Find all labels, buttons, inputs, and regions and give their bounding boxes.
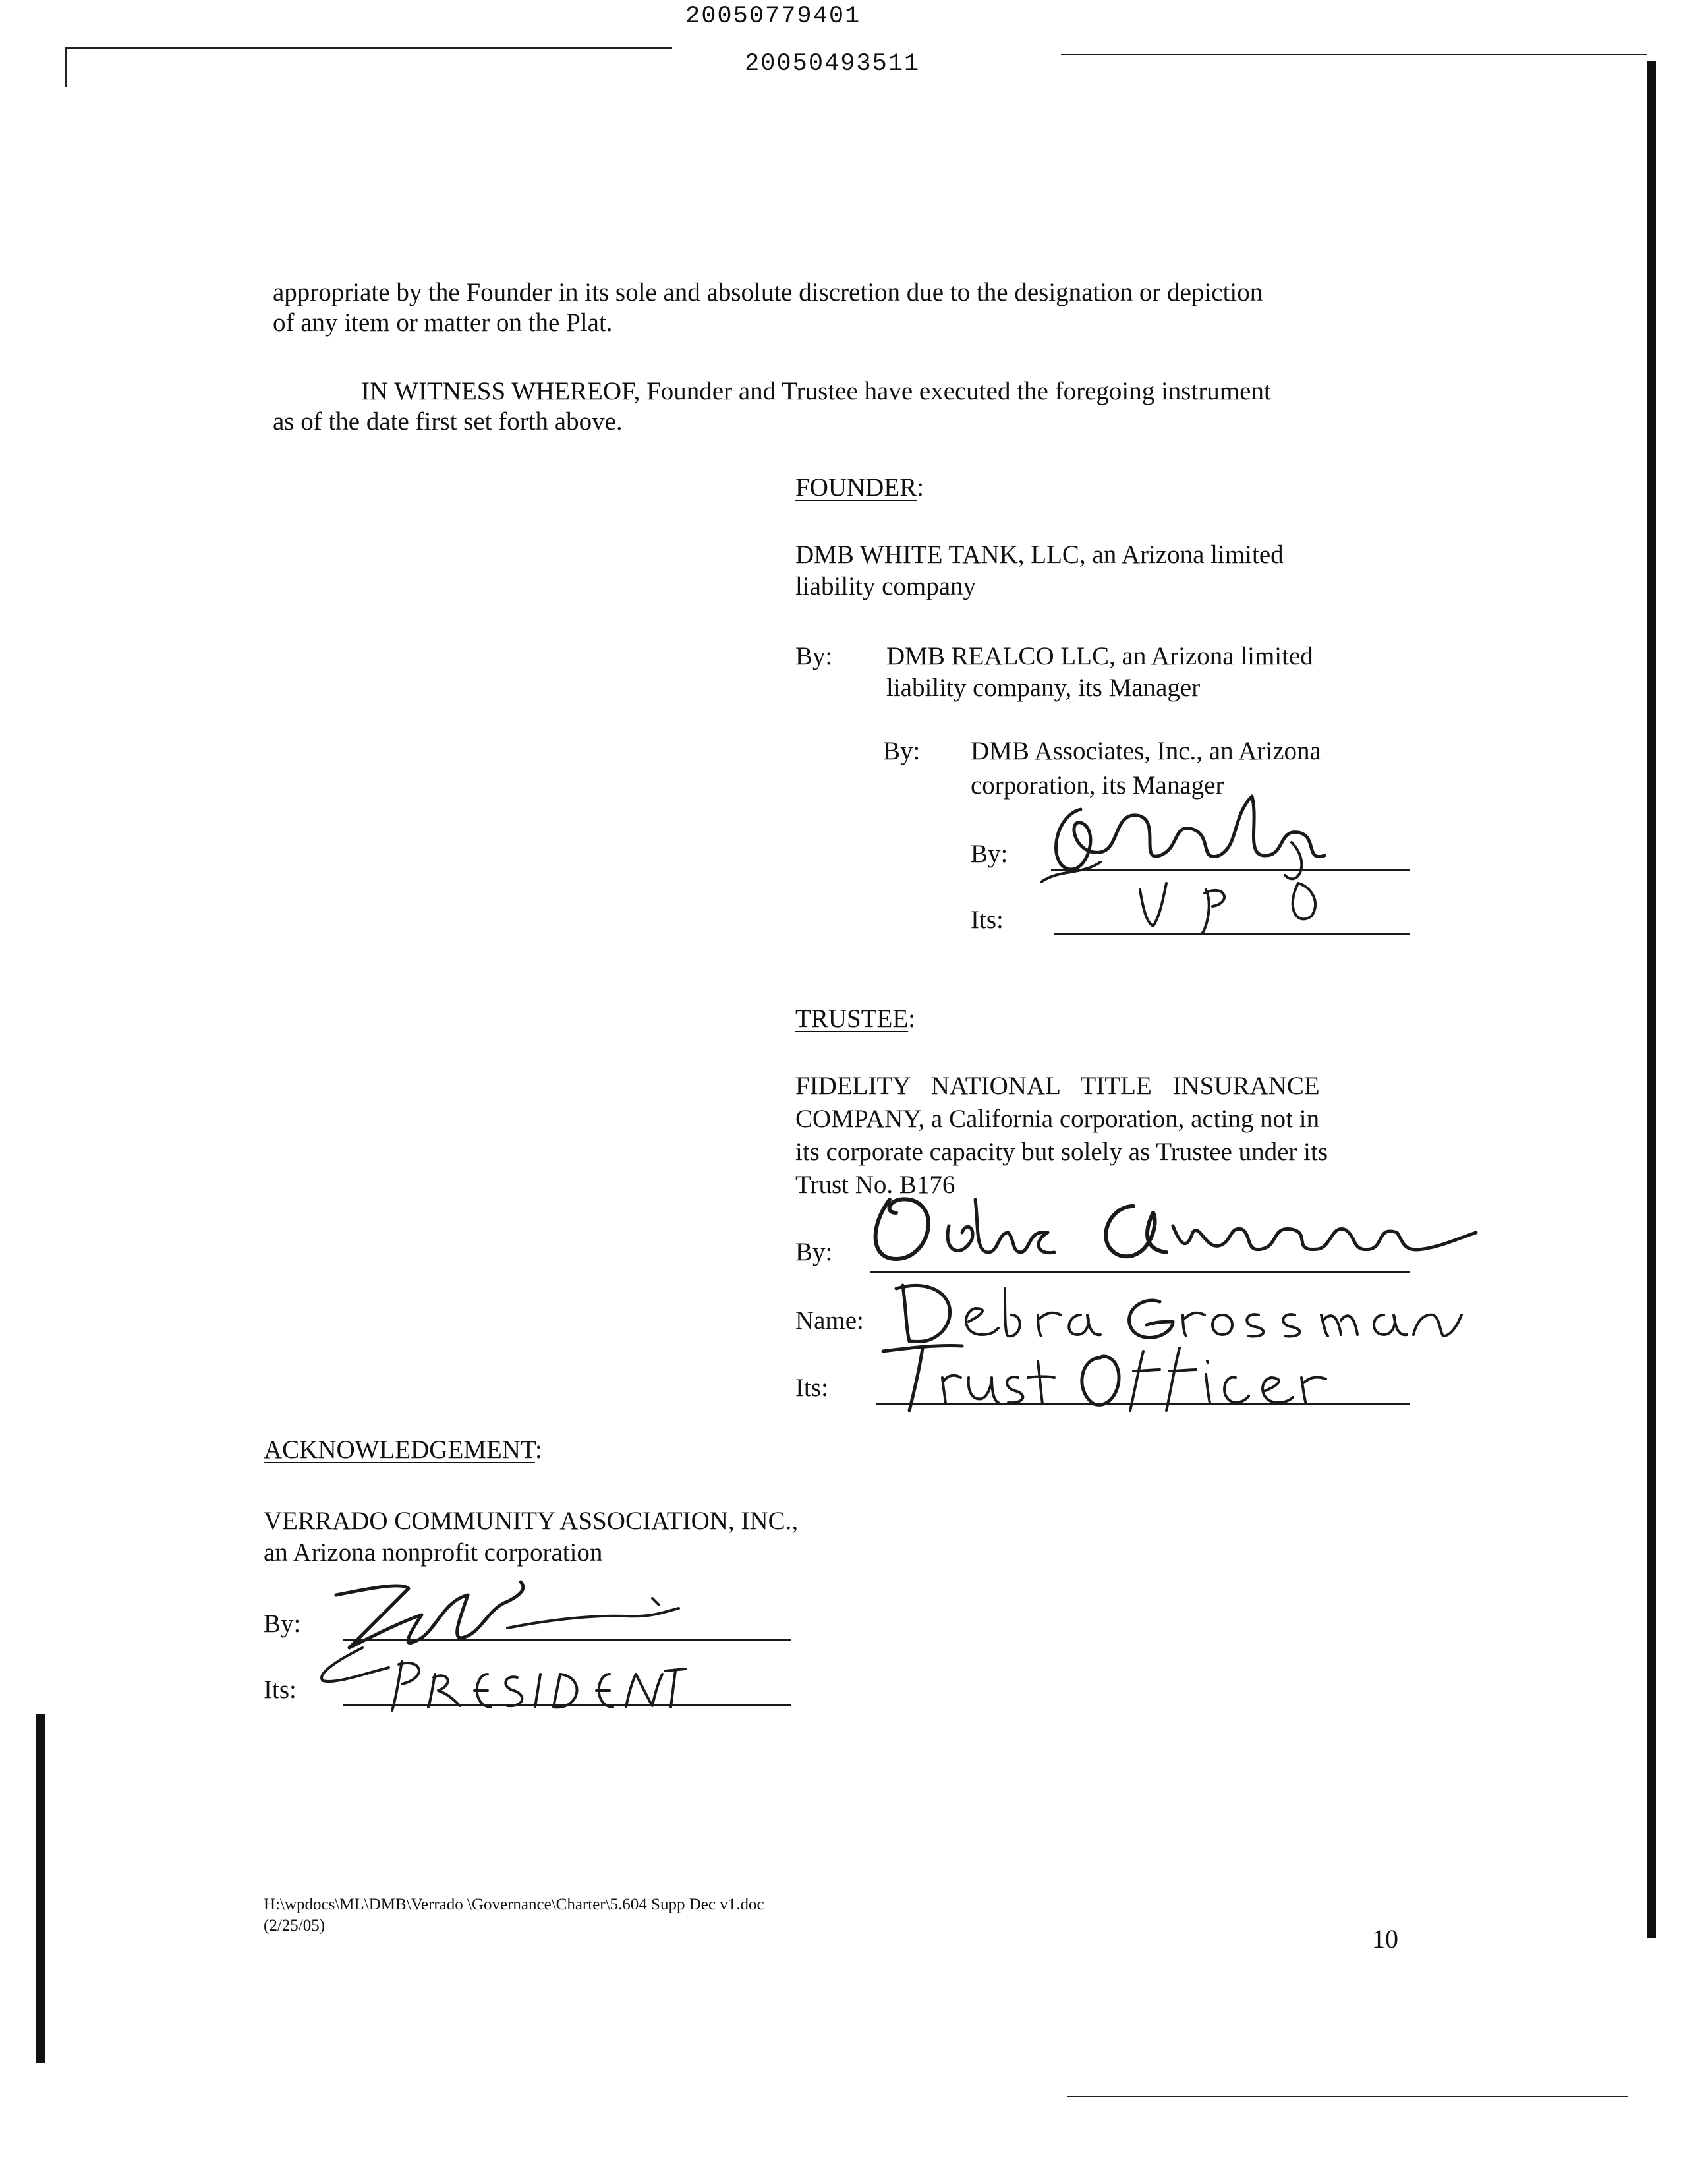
trustee-name-handwriting	[883, 1275, 1463, 1348]
trustee-its-label: Its:	[795, 1374, 828, 1402]
founder-heading	[795, 472, 924, 504]
header-rule-left	[66, 47, 672, 49]
founder-heading-label: FOUNDER	[795, 473, 917, 502]
trustee-heading	[795, 1003, 915, 1035]
trustee-entity-line-2: COMPANY, a California corporation, acting not in	[795, 1105, 1320, 1133]
trustee-entity-line-1: FIDELITY NATIONAL TITLE INSURANCE	[795, 1072, 1320, 1100]
paragraph-1-line-1: appropriate by the Founder in its sole and absolute discretion due to the designation or depiction	[273, 278, 1263, 306]
trustee-signature	[857, 1186, 1476, 1279]
founder-its-label: Its:	[971, 906, 1004, 934]
paragraph-2-line-2: as of the date first set forth above.	[273, 407, 623, 436]
paragraph-1-line-2: of any item or matter on the Plat.	[273, 308, 613, 337]
founder-by-label-1: By:	[795, 642, 833, 670]
trustee-by-label: By:	[795, 1238, 833, 1266]
founder-its-handwriting	[1133, 870, 1344, 936]
acknowledgement-heading	[264, 1434, 542, 1466]
header-rule-right	[1061, 54, 1647, 55]
founder-sub-manager-line-2: corporation, its Manager	[971, 771, 1224, 800]
document-number-1: 20050779401	[685, 3, 861, 30]
footer-file-path: H:\wpdocs\ML\DMB\Verrado \Governance\Charter\5.604 Supp Dec v1.doc	[264, 1896, 764, 1913]
founder-by-label-3: By:	[971, 840, 1008, 868]
trustee-entity-line-3: its corporate capacity but solely as Trustee under its	[795, 1138, 1328, 1166]
page-number: 10	[1372, 1924, 1398, 1954]
founder-by-label-2: By:	[883, 737, 921, 765]
founder-heading-colon: :	[917, 473, 925, 502]
trustee-name-label: Name:	[795, 1306, 864, 1335]
acknowledgement-its-label: Its:	[264, 1675, 297, 1704]
founder-sub-manager-line-1: DMB Associates, Inc., an Arizona	[971, 737, 1321, 765]
acknowledgement-heading-colon: :	[534, 1436, 542, 1464]
founder-manager-line-1: DMB REALCO LLC, an Arizona limited	[886, 642, 1313, 670]
left-scan-mark	[65, 47, 67, 87]
trustee-its-handwriting	[883, 1338, 1344, 1411]
trustee-heading-label: TRUSTEE	[795, 1004, 909, 1033]
founder-entity-line-1: DMB WHITE TANK, LLC, an Arizona limited	[795, 540, 1284, 569]
footer-date: (2/25/05)	[264, 1917, 326, 1935]
acknowledgement-by-label: By:	[264, 1610, 301, 1638]
founder-entity-line-2: liability company	[795, 572, 977, 600]
acknowledgement-entity-line-2: an Arizona nonprofit corporation	[264, 1538, 603, 1567]
trustee-entity-line-4: Trust No. B176	[795, 1171, 955, 1199]
right-scan-edge	[1647, 61, 1656, 1938]
acknowledgement-heading-label: ACKNOWLEDGEMENT	[264, 1436, 535, 1464]
paragraph-2-line-1: IN WITNESS WHEREOF, Founder and Trustee have executed the foregoing instrument	[361, 377, 1271, 405]
acknowledgement-its-handwriting	[382, 1654, 685, 1714]
document-number-2: 20050493511	[745, 50, 921, 78]
footer-rule	[1068, 2096, 1628, 2097]
founder-manager-line-2: liability company, its Manager	[886, 674, 1201, 702]
trustee-heading-colon: :	[908, 1004, 916, 1033]
left-scan-edge	[36, 1714, 45, 2063]
acknowledgement-entity-line-1: VERRADO COMMUNITY ASSOCIATION, INC.,	[264, 1507, 799, 1535]
